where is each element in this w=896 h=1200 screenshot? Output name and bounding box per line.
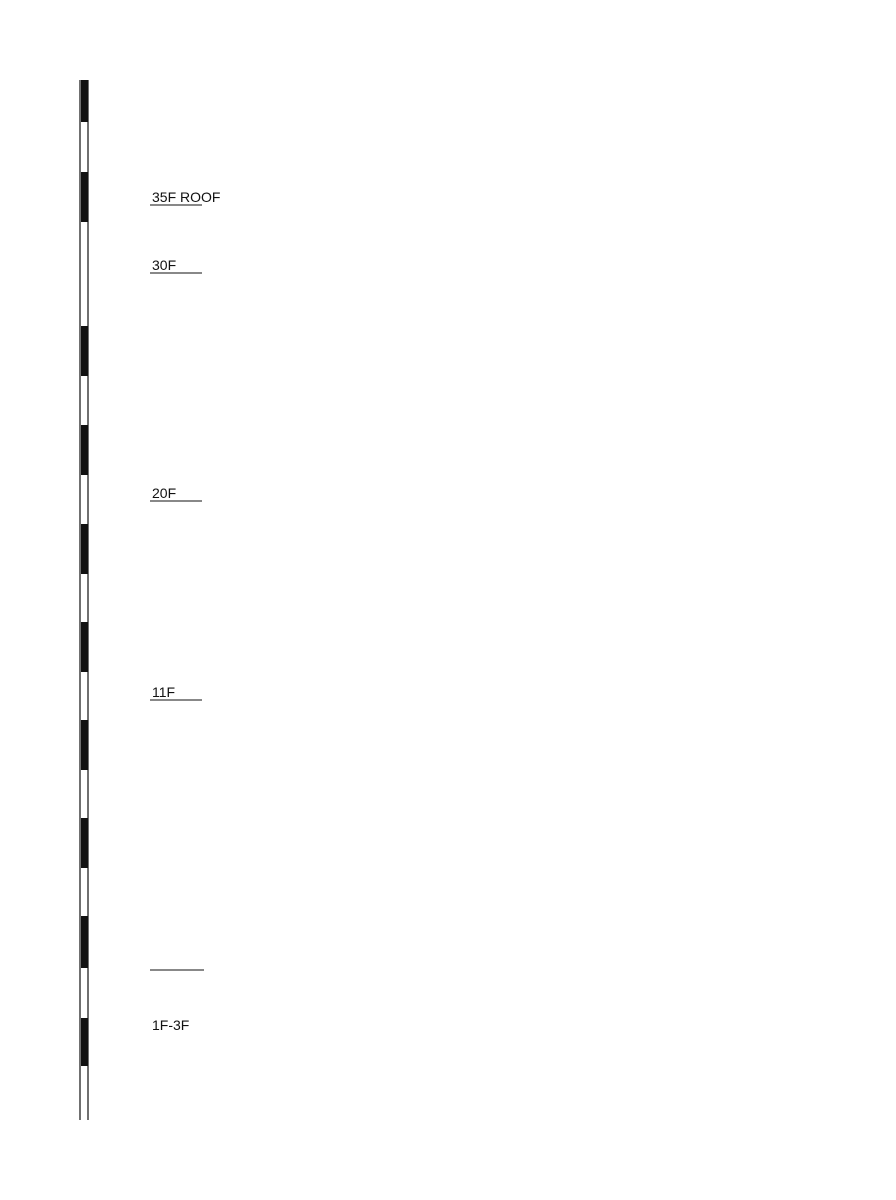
scale-band xyxy=(81,1018,88,1066)
scale-band xyxy=(81,818,88,868)
height-scale xyxy=(80,80,88,1120)
label-11f: 11F xyxy=(152,684,176,700)
scale-band xyxy=(81,524,88,574)
label-podium-1: 1F-3F xyxy=(152,1017,190,1033)
scale-band xyxy=(81,172,88,222)
label-20f: 20F xyxy=(152,485,177,501)
scale-band xyxy=(81,326,88,376)
label-roof: 35F ROOF xyxy=(152,189,221,205)
scale-band xyxy=(81,720,88,770)
scale-band xyxy=(81,425,88,475)
scale-band xyxy=(81,622,88,672)
floor-labels xyxy=(150,189,220,1036)
scale-band xyxy=(81,916,88,968)
scale-band xyxy=(81,80,88,122)
label-30f: 30F xyxy=(152,257,177,273)
